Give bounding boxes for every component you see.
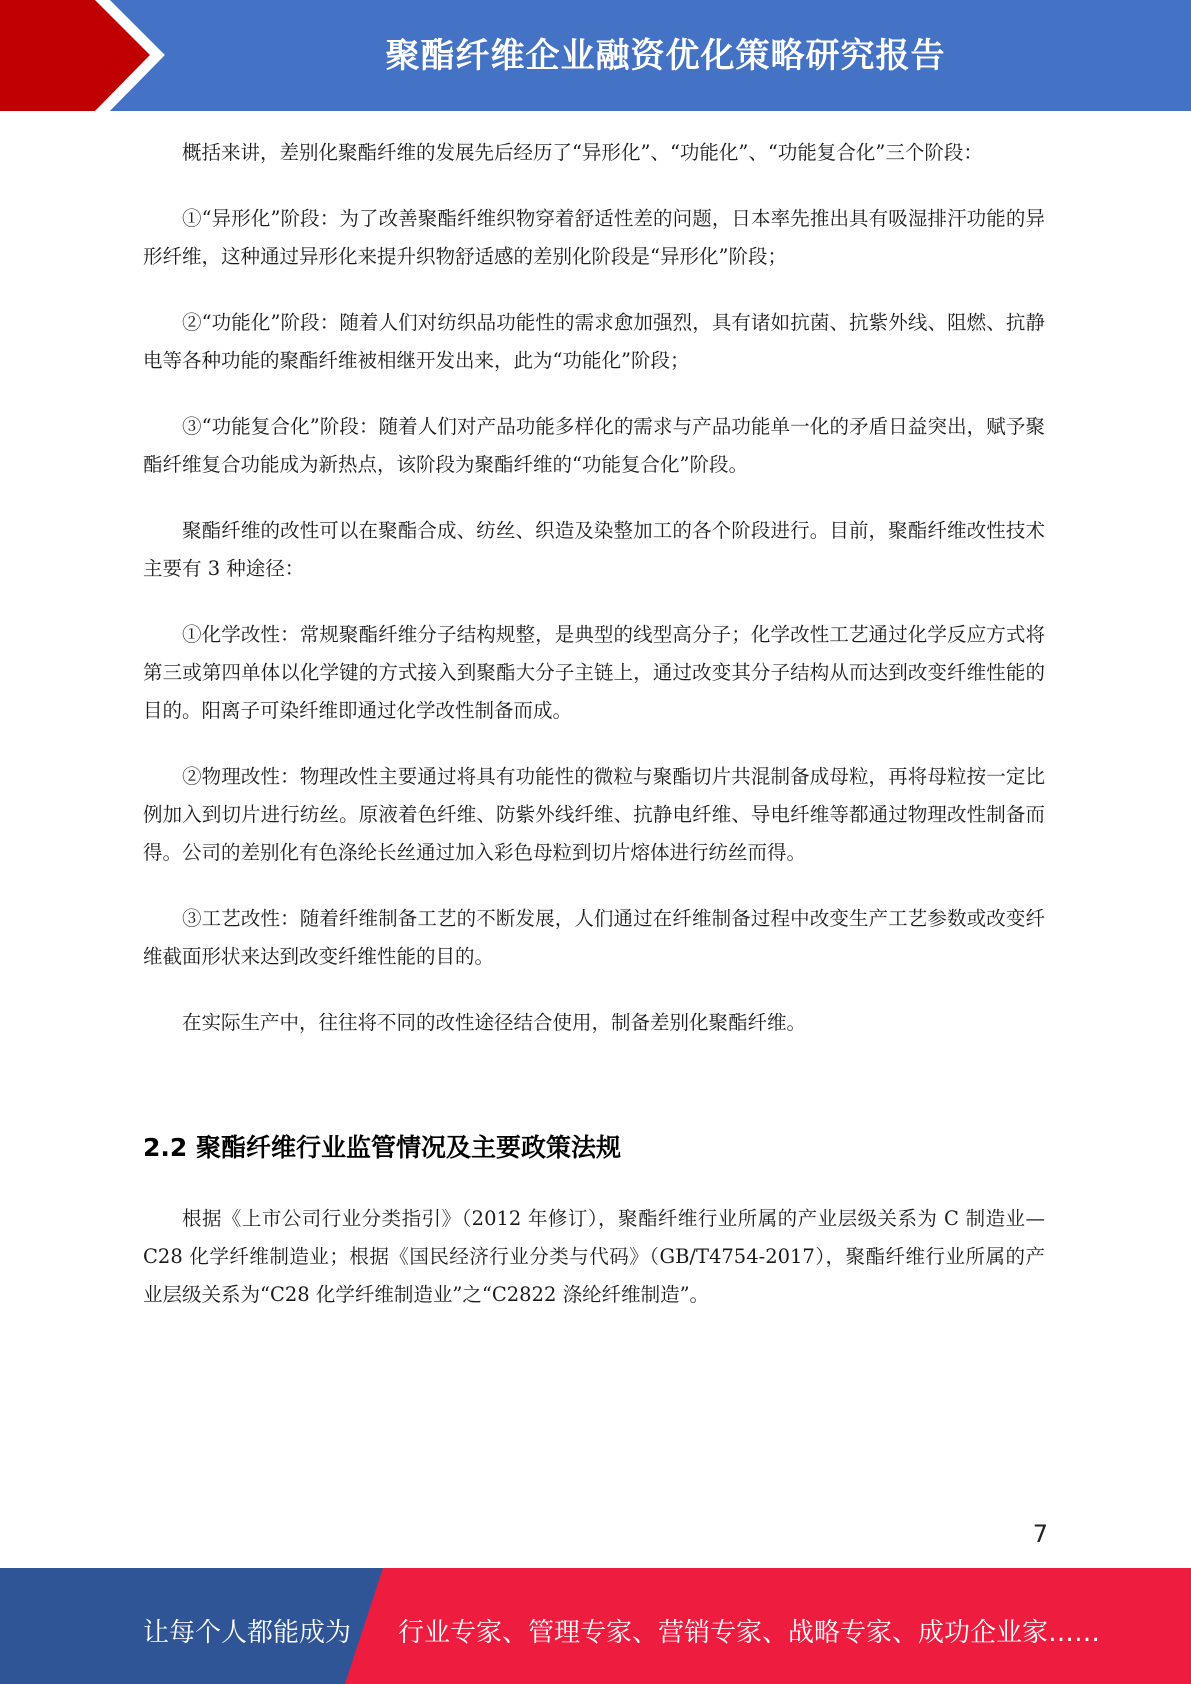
paragraph-industry-classification: 根据《上市公司行业分类指引》（2012 年修订），聚酯纤维行业所属的产业层级关系为 C 制造业—C28 化学纤维制造业；根据《国民经济行业分类与代码》（GB/T4754-2017），聚酯纤维行业所属的产业层级关系为“C28 化学纤维制造业”之“C2822 涤纶纤维制造”。 (143, 1207, 1045, 1306)
paragraph-stage-1: ①“异形化”阶段：为了改善聚酯纤维织物穿着舒适性差的问题，日本率先推出具有吸湿排汗功能的异形纤维，这种通过异形化来提升织物舒适感的差别化阶段是“异形化”阶段； (143, 207, 1045, 268)
page-number: 7 (1032, 1520, 1048, 1548)
page-footer (0, 1568, 1191, 1684)
paragraph-process-modification: ③工艺改性：随着纤维制备工艺的不断发展，人们通过在纤维制备过程中改变生产工艺参数或改变纤维截面形状来达到改变纤维性能的目的。 (143, 907, 1045, 968)
paragraph-combined-use: 在实际生产中，往往将不同的改性途径结合使用，制备差别化聚酯纤维。 (182, 1011, 807, 1034)
report-title: 聚酯纤维企业融资优化策略研究报告 (385, 36, 946, 76)
page-content (143, 134, 1045, 1342)
page-header (0, 0, 1191, 111)
footer-slogan-left: 让每个人都能成为 (143, 1618, 352, 1648)
paragraph-stage-2: ②“功能化”阶段：随着人们对纺织品功能性的需求愈加强烈，具有诸如抗菌、抗紫外线、阻燃、抗静电等各种功能的聚酯纤维被相继开发出来，此为“功能化”阶段； (143, 311, 1045, 372)
paragraph-modification-intro: 聚酯纤维的改性可以在聚酯合成、纺丝、织造及染整加工的各个阶段进行。目前，聚酯纤维改性技术主要有 3 种途径： (143, 519, 1045, 580)
footer-slogan-right: 行业专家、管理专家、营销专家、战略专家、成功企业家…… (398, 1618, 1101, 1648)
paragraph-stage-3: ③“功能复合化”阶段：随着人们对产品功能多样化的需求与产品功能单一化的矛盾日益突出，赋予聚酯纤维复合功能成为新热点，该阶段为聚酯纤维的“功能复合化”阶段。 (143, 415, 1045, 476)
paragraph-overview: 概括来讲，差别化聚酯纤维的发展先后经历了“异形化”、“功能化”、“功能复合化”三个阶段： (182, 141, 983, 164)
paragraph-chemical-modification: ①化学改性：常规聚酯纤维分子结构规整，是典型的线型高分子；化学改性工艺通过化学反应方式将第三或第四单体以化学键的方式接入到聚酯大分子主链上，通过改变其分子结构从而达到改变纤维性能的目的。阳离子可染纤维即通过化学改性制备而成。 (143, 623, 1045, 722)
section-heading: 2.2 聚酯纤维行业监管情况及主要政策法规 (143, 1133, 621, 1162)
paragraph-physical-modification: ②物理改性：物理改性主要通过将具有功能性的微粒与聚酯切片共混制备成母粒，再将母粒按一定比例加入到切片进行纺丝。原液着色纤维、防紫外线纤维、抗静电纤维、导电纤维等都通过物理改性制备而得。公司的差别化有色涤纶长丝通过加入彩色母粒到切片熔体进行纺丝而得。 (143, 765, 1045, 864)
